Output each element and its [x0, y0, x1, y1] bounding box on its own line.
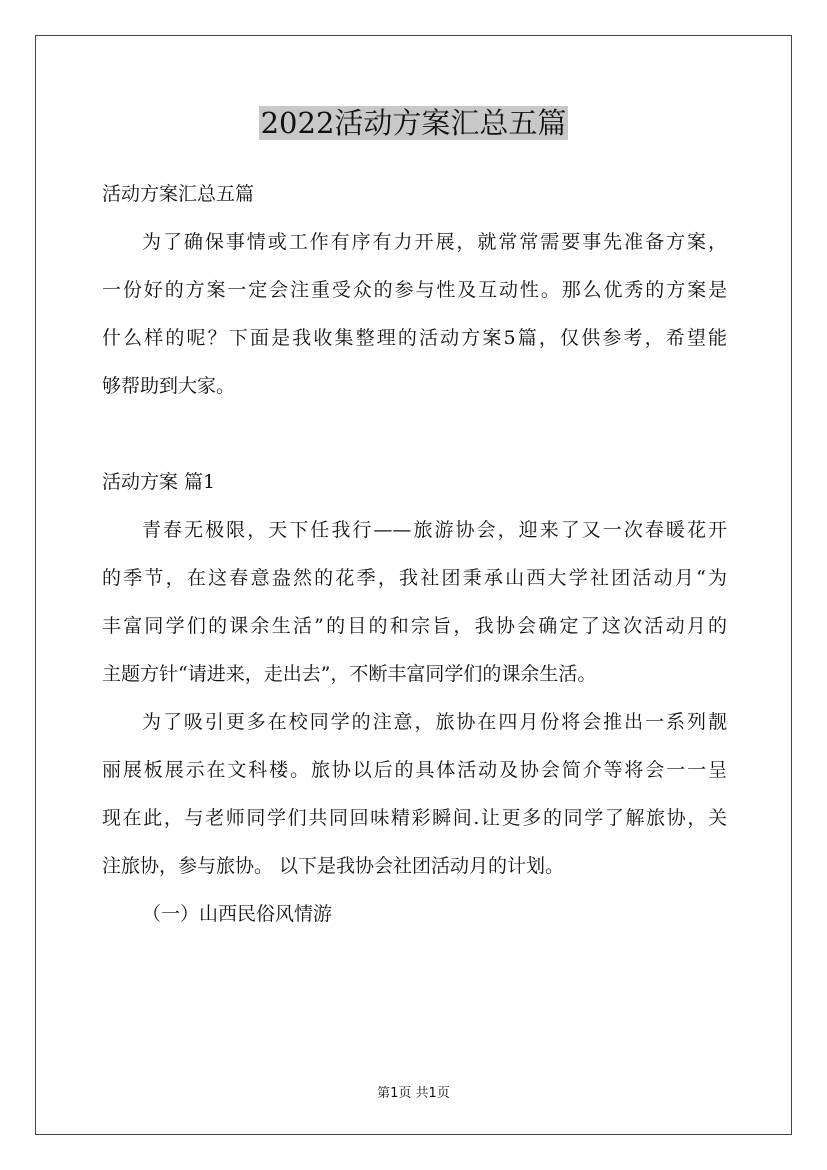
paragraph-line: 的季节，在这春意盎然的花季，我社团秉承山西大学社团活动月“为 [102, 567, 727, 589]
paragraph-line: 青春无极限，天下任我行——旅游协会，迎来了又一次春暖花开 [142, 519, 727, 541]
paragraph-line: 丽展板展示在文科楼。旅协以后的具体活动及协会简介等将会一一呈 [102, 759, 727, 781]
paragraph-line: 现在此，与老师同学们共同回味精彩瞬间.让更多的同学了解旅协，关 [102, 807, 727, 829]
paragraph-line: 丰富同学们的课余生活”的目的和宗旨，我协会确定了这次活动月的 [102, 615, 727, 637]
intro-line: 够帮助到大家。 [102, 375, 236, 397]
subheading: （一）山西民俗风情游 [142, 903, 333, 925]
intro-line: 一份好的方案一定会注重受众的参与性及互动性。那么优秀的方案是 [102, 279, 727, 301]
paragraph-line: 为了吸引更多在校同学的注意，旅协在四月份将会推出一系列靓 [142, 711, 727, 733]
paragraph-line: 注旅协，参与旅协。 以下是我协会社团活动月的计划。 [102, 855, 565, 877]
document-body [102, 170, 727, 938]
paragraph-line: 主题方针“请进来，走出去”，不断丰富同学们的课余生活。 [102, 663, 597, 685]
page-footer: 第1页 共1页 [377, 1086, 450, 1101]
intro-line: 什么样的呢？下面是我收集整理的活动方案5篇，仅供参考，希望能 [102, 327, 727, 349]
spacer [102, 410, 727, 458]
section-heading: 活动方案 篇1 [102, 471, 216, 493]
document-title-text: 2022活动方案汇总五篇 [260, 106, 567, 140]
document-title [0, 103, 827, 143]
heading: 活动方案汇总五篇 [102, 183, 255, 205]
intro-line: 为了确保事情或工作有序有力开展，就常常需要事先准备方案， [142, 231, 727, 253]
